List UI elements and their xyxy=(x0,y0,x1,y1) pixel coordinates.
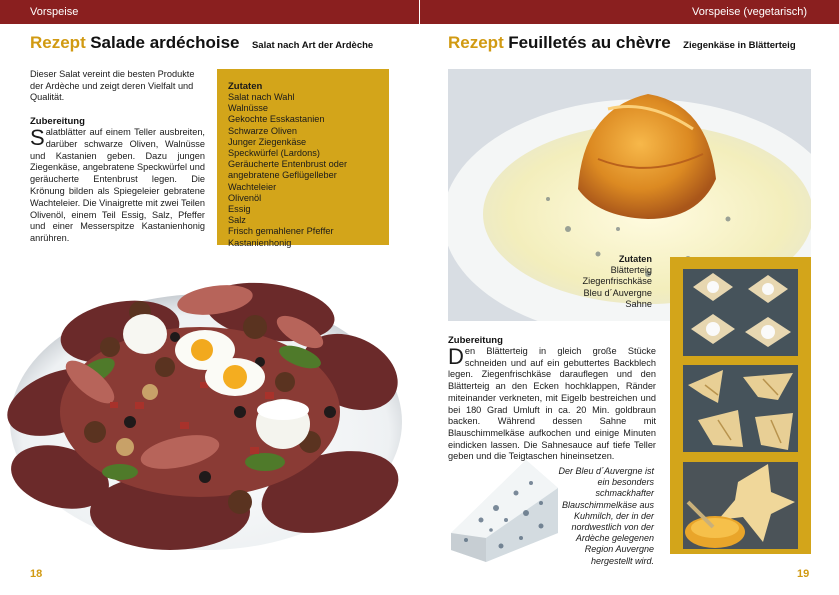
ingredient-item: Sahne xyxy=(625,298,652,309)
recipe-name: Feuilletés au chèvre xyxy=(508,33,671,52)
ingredient-item: Bleu d´Auvergne xyxy=(583,287,652,298)
recipe-text-left xyxy=(30,69,205,245)
step-photo-3 xyxy=(683,462,798,549)
ingredient-item: Salat nach Wahl xyxy=(228,92,295,102)
drop-cap: S xyxy=(30,125,45,150)
ingredient-item: Wachteleier xyxy=(228,181,277,192)
ingredients-box xyxy=(217,69,389,248)
prep-heading: Zubereitung xyxy=(30,115,85,127)
prep-section-right xyxy=(448,335,656,463)
ingredient-item: Schwarze Oliven xyxy=(228,125,297,136)
page-number-right: 19 xyxy=(797,568,810,580)
recipe-subtitle: Ziegenkäse in Blätterteig xyxy=(683,40,796,51)
prep-heading: Zubereitung xyxy=(448,335,503,346)
ingredients-heading: Zutaten xyxy=(228,81,263,92)
ingredient-item: Salz xyxy=(228,215,246,226)
ingredients-heading: Zutaten xyxy=(618,254,652,264)
recipe-title-left xyxy=(30,33,373,53)
recipe-word: Rezept xyxy=(448,33,504,52)
ingredient-item: Junger Ziegenkäse xyxy=(228,136,307,147)
ingredient-item: Ziegenfrischkäse xyxy=(582,276,652,287)
recipe-name: Salade ardéchoise xyxy=(90,33,240,52)
prep-text: alatblätter auf einem Teller ausbreiten, darüber schwarze Oliven, Walnüsse und Kastanien geben. Dazu jungen Ziegenkäse, angebratene Speckwürfel und geräucherte Entenbrust legen. Die Krönung bilden als Spiegeleier gebratene Wachteleier. Die Vinaigrette mit zwei Teilen Olivenöl, einem Teil Essig, Salz, Pfeffer und einer Messerspitze Kastanienhonig anrühren. xyxy=(30,127,205,244)
recipe-subtitle: Salat nach Art der Ardèche xyxy=(251,40,374,51)
section-header-right xyxy=(420,0,839,24)
step-photo-1 xyxy=(683,269,798,356)
recipe-title-right xyxy=(448,33,796,53)
ingredient-item: angebratene Geflügelleber xyxy=(228,170,337,181)
prep-text: en Blätterteig in gleich große Stücke schneiden und auf ein gebuttertes Backblech legen. Ziegenfrischkäse darauflegen und den Blätterteig an den Ecken hochklappen, Ränder miteinander verkneten, mit Eigelb bestreichen und bei 180 Grad Umluft in ca. 20 Min. goldbraun backen. Während dessen Sahne mit Blauschimmelkäse aufkochen und einige Minuten eindicken lassen. Die Sahnesauce auf tiefe Teller geben und die Teigtaschen hineinsetzen. xyxy=(448,346,656,462)
ingredient-item: Frisch gemahlener Pfeffer xyxy=(228,226,334,237)
cheese-photo xyxy=(446,458,564,564)
ingredients-list xyxy=(228,92,379,249)
ingredient-item: Blätterteig xyxy=(610,265,652,276)
ingredients-right xyxy=(560,254,652,310)
recipe-word: Rezept xyxy=(30,33,86,52)
ingredient-item: Olivenöl xyxy=(228,192,262,203)
page-number-left: 18 xyxy=(30,568,43,580)
ingredient-item: Walnüsse xyxy=(228,103,268,114)
salad-photo xyxy=(0,262,412,565)
cheese-caption: Der Bleu d´Auvergne ist ein besonders schmackhafter Blauschimmelkäse aus Kuhmilch, der in der nordwestlich von der Ardèche gelegenen Region Auvergne hergestellt wird. xyxy=(558,466,654,566)
ingredient-item: Speckwürfel (Lardons) xyxy=(228,148,320,159)
intro-paragraph: Dieser Salat vereint die besten Produkte der Ardèche und zeigt deren Vielfalt und Qualität. xyxy=(30,69,195,102)
drop-cap: D xyxy=(448,344,464,369)
ingredient-item: Gekochte Esskastanien xyxy=(228,114,325,125)
prep-body xyxy=(448,346,656,463)
ingredient-item: Kastanienhonig xyxy=(228,237,292,248)
step-photo-2 xyxy=(683,365,798,452)
section-header-left xyxy=(0,0,419,24)
ingredient-item: Geräucherte Entenbrust oder xyxy=(228,159,347,170)
step-photos-frame xyxy=(670,257,811,554)
section-label-left: Vorspeise xyxy=(30,6,79,18)
prep-body xyxy=(30,127,205,245)
ingredient-item: Essig xyxy=(228,204,251,215)
section-label-right: Vorspeise (vegetarisch) xyxy=(692,6,807,18)
